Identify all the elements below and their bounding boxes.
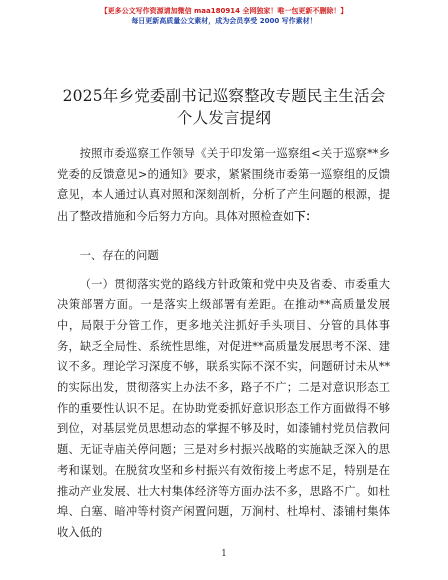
intro-end: 下： [294,209,317,224]
title-line-2: 个人发言提纲 [176,109,272,127]
document-body [57,144,390,544]
banner-line-2: 每日更新高质量公文素材，成为会员享受 2000 写作素材！ [131,17,317,25]
banner-line-1: 【更多公文写作资源请加微信 maa180914 全网独家！唯一包更新不删除！】 [100,7,348,15]
document-title [40,85,408,129]
intro-paragraph [57,144,390,228]
header-banner [0,6,448,27]
page-number: 1 [221,549,227,559]
intro-text: 按照市委巡察工作领导《关于印发第一巡察组<关于巡察**乡党委的反馈意见>的通知》要求，紧紧围绕市委第一巡察组的反馈意见，本人通过认真对照和深刻剖析，分析了产生问题的根源，提出了整改措施和今后努力方向。具体对照检查如 [57,147,390,224]
title-line-1: 2025年乡党委副书记巡察整改专题民主生活会 [62,87,386,105]
item-paragraph: （一）贯彻落实党的路线方针政策和党中央及省委、市委重大决策部署方面。一是落实上级部署有差距。在推动**高质量发展中，局限于分管工作，更多地关注抓好手头项目、分管的具体事务，缺乏全局性、系统性思维，对促进**高质量发展思考不深、建议不多。理论学习深度不够，联系实际不深不实，问题研讨未从**的实际出发，贯彻落实上办法不多，路子不广；二是对意识形态工作的重要性认识不足。在协助党委抓好意识形态工作方面做得不够到位，对基层党员思想动态的掌握不够及时，如漆铺村党员信教问题、无证寺庙关停问题；三是对乡村振兴战略的实施缺乏深入的思考和谋划。在脱贫攻坚和乡村振兴有效衔接上考虑不足，特别是在推动产业发展、壮大村集体经济等方面办法不多，思路不广。如杜埠、白塞、暗冲等村资产闲置问题，万涧村、杜埠村、漆铺村集体收入低的 [57,277,390,539]
section-heading: 一、存在的问题 [79,248,159,262]
